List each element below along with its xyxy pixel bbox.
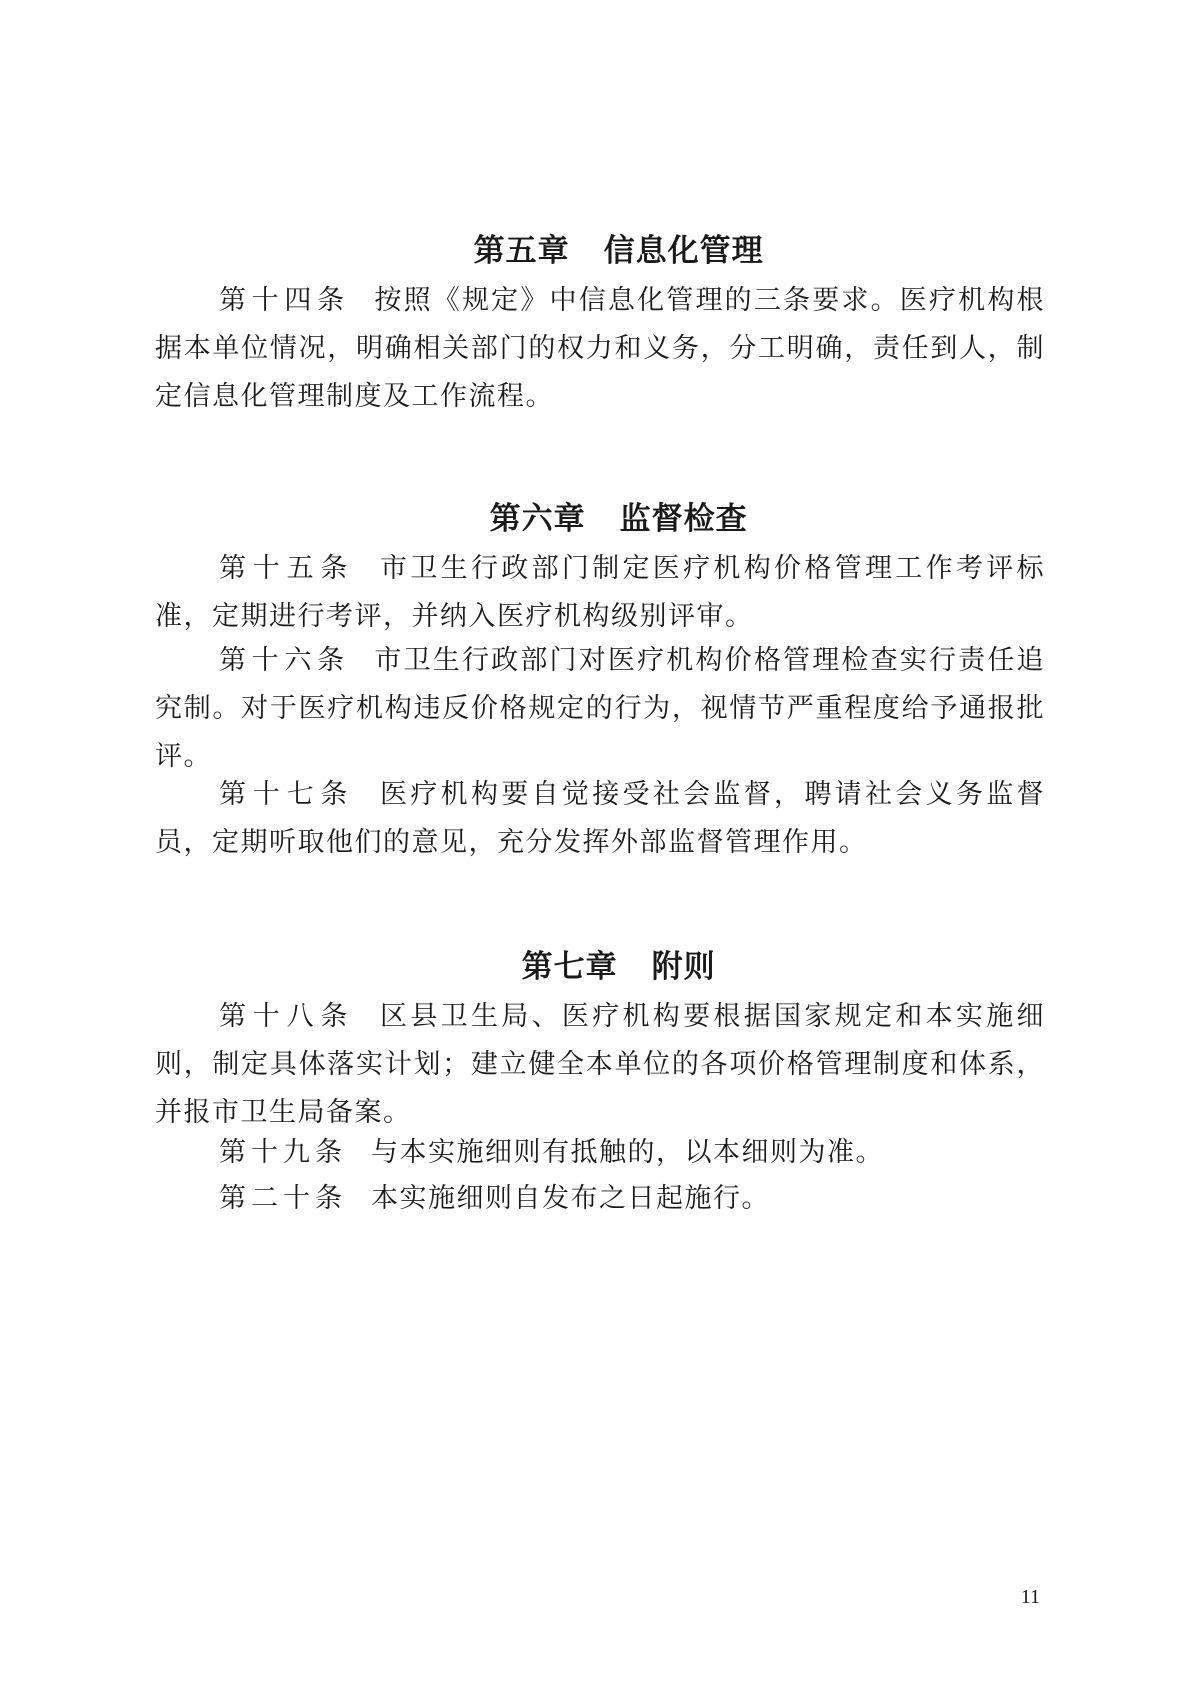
chapter-label: 第七章 (521, 949, 618, 985)
article-text: 按照《规定》中信息化管理的三条要求。医疗机构根据本单位情况，明确相关部门的权力和义务，分工明确，责任到人，制定信息化管理制度及工作流程。 (155, 285, 1046, 412)
article-number: 第十四条 (219, 285, 350, 316)
article-number: 第十七条 (219, 779, 355, 810)
chapter-name: 监督检查 (619, 501, 748, 537)
article-paragraph (155, 637, 1045, 781)
article-paragraph (155, 1129, 1045, 1177)
article-text: 本实施细则自发布之日起施行。 (371, 1183, 770, 1214)
article-number: 第十六条 (219, 645, 350, 676)
article-number: 第十五条 (219, 553, 355, 584)
chapter-label: 第六章 (489, 501, 586, 537)
article-text: 与本实施细则有抵触的，以本细则为准。 (371, 1137, 884, 1168)
article-text: 区县卫生局、医疗机构要根据国家规定和本实施细则，制定具体落实计划；建立健全本单位的各项价格管理制度和体系，并报市卫生局备案。 (155, 1001, 1046, 1128)
chapter-name: 附则 (651, 949, 716, 985)
page-number: 11 (1020, 1586, 1040, 1608)
article-number: 第十九条 (219, 1137, 347, 1168)
chapter-name: 信息化管理 (603, 233, 764, 269)
article-paragraph (155, 993, 1045, 1137)
article-number: 第二十条 (219, 1183, 347, 1214)
article-text: 市卫生行政部门制定医疗机构价格管理工作考评标准，定期进行考评，并纳入医疗机构级别评审。 (155, 553, 1046, 632)
article-paragraph (155, 545, 1045, 641)
article-paragraph (155, 1175, 1045, 1223)
chapter-label: 第五章 (473, 233, 570, 269)
article-number: 第十八条 (219, 1001, 355, 1032)
article-text: 市卫生行政部门对医疗机构价格管理检查实行责任追究制。对于医疗机构违反价格规定的行为，视情节严重程度给予通报批评。 (155, 645, 1046, 772)
article-text: 医疗机构要自觉接受社会监督，聘请社会义务监督员，定期听取他们的意见，充分发挥外部监督管理作用。 (155, 779, 1046, 858)
article-paragraph (155, 771, 1045, 867)
article-paragraph (155, 277, 1045, 421)
